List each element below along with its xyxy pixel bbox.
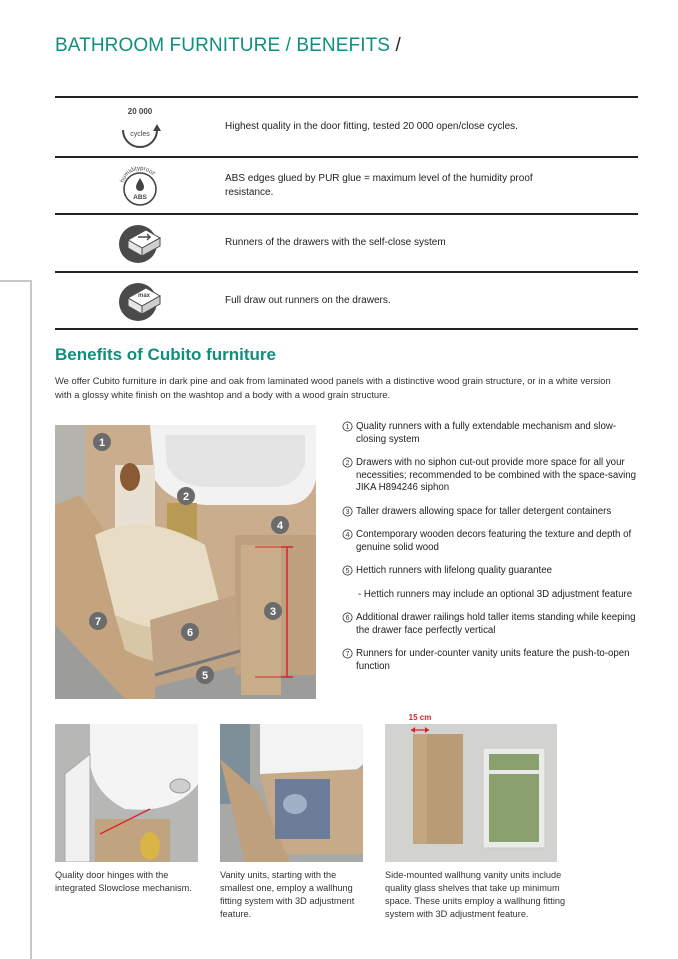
benefits-list: [340, 421, 640, 684]
photo-marker: [271, 516, 289, 534]
svg-text:max: max: [137, 292, 151, 299]
thumbnail-caption: Side-mounted wallhung vanity units include quality glass shelves that take up minimum space. These units employ a wallhung fitting system with 3D adjustment feature.: [385, 870, 566, 919]
photo-marker: [89, 612, 107, 630]
feature-text: Highest quality in the door fitting, tested 20 000 open/close cycles.: [225, 121, 518, 132]
feature-row: [55, 156, 638, 213]
benefit-item: 1 Quality runners with a fully extendable mechanism and slow-closing system: [340, 421, 640, 446]
svg-text:5: 5: [201, 670, 209, 682]
intro-paragraph: We offer Cubito furniture in dark pine and oak from laminated wood panels with a distinctive wood grain structure, or in a white version with a glossy white finish on the washtop and a body with a wood grain structure.: [55, 375, 611, 400]
cabinet-photo: [55, 425, 316, 699]
svg-text:6: 6: [345, 614, 350, 622]
benefit-item: 3 Taller drawers allowing space for taller detergent containers: [340, 506, 640, 519]
svg-text:7: 7: [94, 616, 102, 628]
wallhung-unit-photo: [385, 710, 557, 862]
photo-marker: [264, 602, 282, 620]
thumbnail-caption: Vanity units, starting with the smallest one, employ a wallhung fitting system with 3D adjustment feature.: [220, 870, 355, 919]
number-marker-icon: [340, 648, 356, 659]
section-heading: Benefits of Cubito furniture: [55, 345, 276, 364]
humidity-proof-icon: [55, 163, 225, 209]
vanity-unit-photo: [220, 724, 363, 862]
feature-row: [55, 96, 638, 156]
door-hinge-photo: [55, 724, 198, 862]
thumbnail-caption: Quality door hinges with the integrated Slowclose mechanism.: [55, 870, 192, 893]
svg-text:3: 3: [269, 606, 277, 618]
number-marker-icon: [340, 529, 356, 540]
svg-text:4: 4: [276, 520, 284, 532]
svg-text:20 000: 20 000: [127, 107, 153, 116]
page-title: BATHROOM FURNITURE / BENEFITS /: [55, 35, 401, 56]
svg-text:1: 1: [345, 423, 350, 431]
number-marker-icon: [340, 612, 356, 623]
page-edge-line: [0, 280, 32, 959]
number-marker-icon: [340, 457, 356, 468]
feature-row: [55, 271, 638, 330]
feature-row: [55, 213, 638, 271]
feature-text: Full draw out runners on the drawers.: [225, 294, 391, 306]
photo-marker: [93, 433, 111, 451]
self-close-drawer-icon: [55, 220, 225, 266]
cycles-icon: [55, 104, 225, 150]
benefit-item: 7 Runners for under-counter vanity units feature the push-to-open function: [340, 648, 640, 673]
feature-text: ABS edges glued by PUR glue = maximum level of the humidity proof resistance.: [225, 172, 533, 198]
photo-marker: [177, 487, 195, 505]
svg-text:cycles: cycles: [130, 131, 150, 138]
number-marker-icon: [340, 506, 356, 517]
svg-text:7: 7: [345, 650, 350, 658]
benefit-item: 2 Drawers with no siphon cut-out provide more space for all your necessities; recommended to be combined with the space-saving JIKA H894246 siphon: [340, 457, 640, 495]
photo-marker: [196, 666, 214, 684]
svg-text:2: 2: [182, 491, 190, 503]
photo-marker: [181, 623, 199, 641]
svg-text:4: 4: [345, 531, 350, 539]
features-table: [55, 96, 638, 330]
benefit-item: 6 Additional drawer railings hold taller items standing while keeping the drawer face perfectly vertical: [340, 612, 640, 637]
feature-text: Runners of the drawers with the self-close system: [225, 237, 446, 248]
svg-text:15 cm: 15 cm: [408, 713, 432, 722]
svg-text:2: 2: [345, 459, 350, 467]
number-marker-icon: [340, 421, 356, 432]
number-marker-icon: [340, 565, 356, 576]
benefit-item: 5 Hettich runners with lifelong quality guarantee: [340, 565, 640, 578]
svg-text:1: 1: [98, 437, 106, 449]
svg-text:ABS: ABS: [133, 193, 147, 201]
full-draw-out-icon: [55, 278, 225, 324]
benefit-subitem: - Hettich runners may include an optional 3D adjustment feature: [358, 588, 633, 600]
svg-text:6: 6: [186, 627, 194, 639]
benefit-item: 4 Contemporary wooden decors featuring the texture and depth of genuine solid wood: [340, 529, 640, 554]
svg-text:3: 3: [345, 508, 350, 516]
svg-text:humidityproof: humidityproof: [119, 165, 156, 183]
svg-text:5: 5: [345, 567, 350, 575]
